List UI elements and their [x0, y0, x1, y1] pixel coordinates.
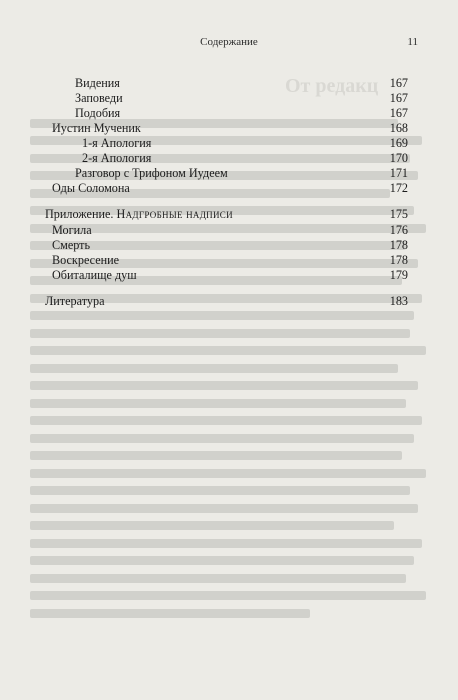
toc-entry[interactable] — [0, 75, 458, 91]
toc-entry-title: Воскресение — [52, 253, 120, 267]
toc-entry-page: 171 — [389, 166, 408, 180]
toc-entry-page: 176 — [389, 223, 408, 237]
toc-entry-page: 172 — [389, 181, 408, 195]
appendix-label: Приложение. — [45, 207, 114, 221]
toc-entry-title: Обиталище душ — [52, 268, 137, 282]
toc-entry-title: Смерть — [52, 238, 91, 252]
toc-entry-page: 178 — [389, 238, 408, 252]
toc-entry-page: 167 — [389, 91, 408, 105]
toc-entry-page: 168 — [389, 121, 408, 135]
toc-entry-title: Разговор с Трифоном Иудеем — [75, 166, 228, 180]
toc-entry-page: 183 — [389, 294, 408, 308]
toc-entry[interactable] — [0, 267, 458, 283]
toc-entry-page: 167 — [389, 76, 408, 90]
toc-entry-page: 179 — [389, 268, 408, 282]
toc-entry-page: 178 — [389, 253, 408, 267]
toc-entry[interactable] — [0, 252, 458, 268]
toc-entry[interactable] — [0, 222, 458, 238]
toc-entry-page: 169 — [389, 136, 408, 150]
toc-entry-title: Иустин Мученик — [52, 121, 141, 135]
appendix-subtitle: Надгробные надписи — [116, 207, 233, 221]
page-number: 11 — [407, 36, 418, 48]
toc-entry-title: Литература — [45, 294, 105, 308]
running-head: Содержание — [200, 36, 258, 48]
toc-entry-title: 2-я Апология — [82, 151, 152, 165]
toc-entry[interactable] — [0, 150, 458, 166]
toc-entry[interactable] — [0, 120, 458, 136]
toc-entry-bibliography[interactable] — [0, 293, 458, 309]
toc-entry[interactable] — [0, 90, 458, 106]
toc-entry-title — [45, 206, 233, 222]
toc-entry-title: 1-я Апология — [82, 136, 152, 150]
toc-entry-title: Заповеди — [75, 91, 123, 105]
toc-entry-page: 167 — [389, 106, 408, 120]
toc-entry-title: Могила — [52, 223, 92, 237]
toc-entry-title: Оды Соломона — [52, 181, 130, 195]
toc-entry[interactable] — [0, 135, 458, 151]
toc-entry-appendix[interactable] — [0, 206, 458, 222]
bleed-through-heading: От редакц — [285, 75, 379, 97]
toc-entry-title: Видения — [75, 76, 120, 90]
toc-entry-title: Подобия — [75, 106, 121, 120]
toc-entry[interactable] — [0, 165, 458, 181]
toc-entry-page: 175 — [389, 207, 408, 221]
toc-entry-page: 170 — [389, 151, 408, 165]
toc-entry[interactable] — [0, 237, 458, 253]
toc-entry[interactable] — [0, 180, 458, 196]
toc-entry[interactable] — [0, 105, 458, 121]
